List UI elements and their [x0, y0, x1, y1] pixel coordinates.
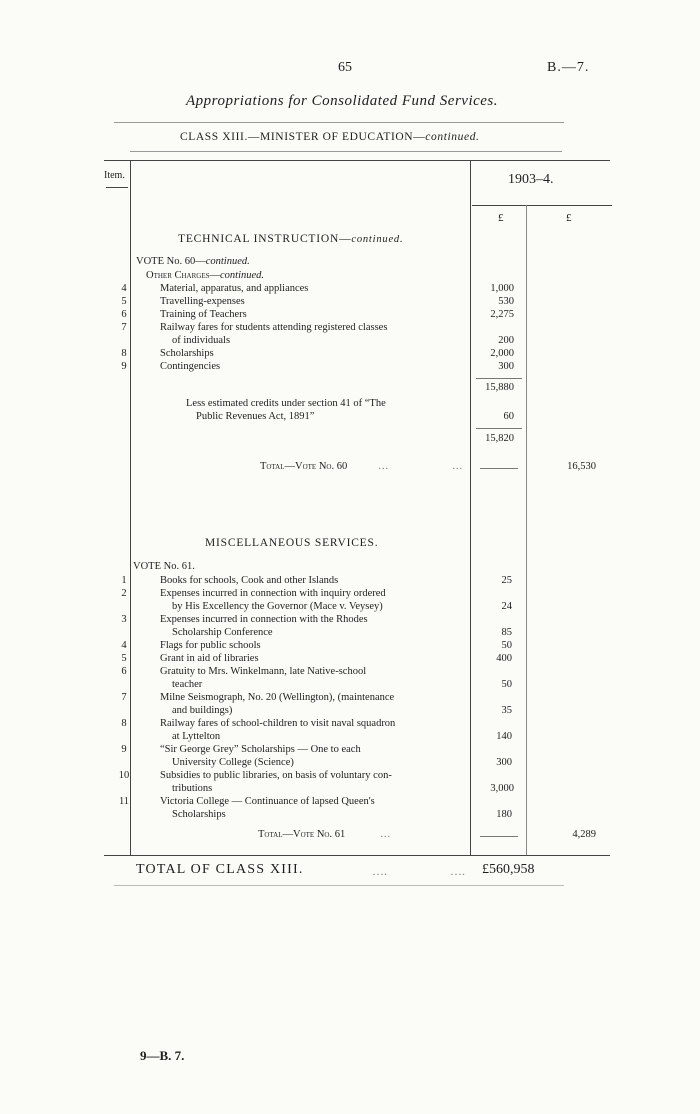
leader-dots: …: [378, 461, 389, 472]
total-rule: [480, 836, 518, 837]
vote-60-heading: [136, 256, 250, 267]
other-charges-heading: [146, 270, 264, 281]
item-description-continued: teacher: [172, 679, 203, 690]
item-description-continued: Scholarship Conference: [172, 627, 273, 638]
item-number: 8: [121, 348, 127, 359]
item-amount: 400: [496, 653, 512, 664]
item-amount: 200: [498, 335, 514, 346]
vote-61-heading: VOTE No. 61.: [133, 561, 195, 572]
item-number: 6: [121, 309, 127, 320]
item-amount: 530: [498, 296, 514, 307]
leader-dots: ….: [372, 864, 387, 878]
item-description: Gratuity to Mrs. Winkelmann, late Native-school: [160, 666, 367, 677]
item-amount: 300: [496, 757, 512, 768]
item-amount: 2,000: [490, 348, 514, 359]
item-number: 5: [121, 296, 127, 307]
item-number: 5: [121, 653, 127, 664]
item-amount: 85: [501, 627, 512, 638]
year-header: 1903–4.: [508, 172, 554, 187]
item-amount: 3,000: [490, 783, 514, 794]
vote-60-continued: continued.: [205, 256, 250, 267]
page-title: Appropriations for Consolidated Fund Services.: [186, 93, 499, 109]
item-description: Material, apparatus, and appliances: [160, 283, 309, 294]
item-description-continued: and buildings): [172, 705, 233, 716]
class-heading-text: CLASS XIII.—MINISTER OF EDUCATION—: [180, 131, 426, 143]
credits-description-continued: Public Revenues Act, 1891”: [196, 411, 315, 422]
amount-column-rule-1: [470, 160, 471, 855]
other-charges-text: Other Charges—: [146, 270, 220, 281]
currency-label-1: £: [498, 212, 504, 224]
vote-61-total-label: Total—Vote No. 61: [258, 829, 346, 840]
net-amount: 15,820: [485, 433, 514, 444]
item-description-continued: University College (Science): [172, 757, 294, 768]
item-number: 3: [121, 614, 127, 625]
item-header-rule: [106, 187, 128, 188]
leader-dots: …: [452, 461, 463, 472]
item-number: 1: [121, 575, 127, 586]
currency-label-2: £: [566, 212, 572, 224]
item-description: Milne Seismograph, No. 20 (Wellington), (maintenance: [160, 692, 395, 703]
total-rule: [480, 468, 518, 469]
vote-61-total-amount: 4,289: [572, 829, 596, 840]
vote-60-total-label: Total—Vote No. 60: [260, 461, 348, 472]
amount-column-rule-2: [526, 205, 527, 855]
item-amount: 35: [501, 705, 512, 716]
item-amount: 180: [496, 809, 512, 820]
class-total-label: TOTAL OF CLASS XIII.: [136, 862, 304, 877]
page-number: 65: [338, 60, 352, 75]
item-description: Victoria College — Continuance of lapsed Queen's: [160, 796, 375, 807]
item-amount: 50: [501, 640, 512, 651]
subtotal-rule: [476, 378, 522, 379]
item-description-continued: Scholarships: [172, 809, 226, 820]
class-heading-continued: continued.: [425, 131, 480, 143]
item-amount: 1,000: [490, 283, 514, 294]
technical-heading: [178, 233, 403, 245]
subtotal-amount: 15,880: [485, 382, 514, 393]
credits-amount: 60: [503, 411, 514, 422]
item-description: Railway fares of school-children to visit naval squadron: [160, 718, 396, 729]
item-description: “Sir George Grey” Scholarships — One to each: [160, 744, 361, 755]
item-number: 9: [121, 744, 127, 755]
item-number: 4: [121, 640, 127, 651]
document-ref: B.—7.: [547, 60, 590, 75]
item-description: Grant in aid of libraries: [160, 653, 259, 664]
item-description-continued: by His Excellency the Governor (Mace v. Veysey): [172, 601, 383, 612]
table-top-rule: [104, 160, 610, 161]
item-number: 4: [121, 283, 127, 294]
item-description-continued: at Lyttelton: [172, 731, 221, 742]
leader-dots: ….: [450, 864, 465, 878]
item-description: Contingencies: [160, 361, 221, 372]
item-description: Expenses incurred in connection with the Rhodes: [160, 614, 368, 625]
item-description: Flags for public schools: [160, 640, 261, 651]
item-description-continued: tributions: [172, 783, 213, 794]
item-description: Subsidies to public libraries, on basis of voluntary con-: [160, 770, 392, 781]
item-amount: 50: [501, 679, 512, 690]
net-rule: [476, 428, 522, 429]
header-bottom-rule: [472, 205, 612, 206]
class-rule: [130, 151, 562, 152]
class-total-rule: [114, 885, 564, 886]
leader-dots: …: [380, 829, 391, 840]
item-amount: 24: [501, 601, 512, 612]
technical-heading-continued: continued.: [351, 234, 404, 245]
item-description: Training of Teachers: [160, 309, 247, 320]
item-amount: 140: [496, 731, 512, 742]
item-description: Railway fares for students attending registered classes: [160, 322, 388, 333]
item-description: Scholarships: [160, 348, 214, 359]
vote-60-total-amount: 16,530: [567, 461, 596, 472]
title-rule: [114, 122, 564, 123]
vote-60-text: VOTE No. 60—: [136, 256, 206, 267]
item-description-continued: of individuals: [172, 335, 231, 346]
class-heading: [180, 131, 480, 143]
item-number: 8: [121, 718, 127, 729]
item-number: 6: [121, 666, 127, 677]
table-bottom-rule: [104, 855, 610, 856]
item-number: 2: [121, 588, 127, 599]
item-amount: 300: [498, 361, 514, 372]
item-amount: 2,275: [490, 309, 514, 320]
item-column-header: Item.: [104, 170, 125, 181]
item-number: 11: [118, 796, 130, 807]
item-number: 7: [121, 692, 127, 703]
item-amount: 25: [501, 575, 512, 586]
other-charges-continued: continued.: [220, 270, 265, 281]
class-total-amount: £560,958: [482, 862, 535, 877]
footer-signature: 9—B. 7.: [140, 1048, 185, 1063]
item-description: Travelling-expenses: [160, 296, 245, 307]
item-number: 10: [118, 770, 130, 781]
technical-heading-text: TECHNICAL INSTRUCTION—: [178, 233, 352, 245]
item-description: Books for schools, Cook and other Islands: [160, 575, 339, 586]
item-number: 9: [121, 361, 127, 372]
item-description: Expenses incurred in connection with inquiry ordered: [160, 588, 386, 599]
item-number: 7: [121, 322, 127, 333]
credits-description: Less estimated credits under section 41 of “The: [186, 398, 386, 409]
misc-heading: MISCELLANEOUS SERVICES.: [205, 537, 379, 549]
